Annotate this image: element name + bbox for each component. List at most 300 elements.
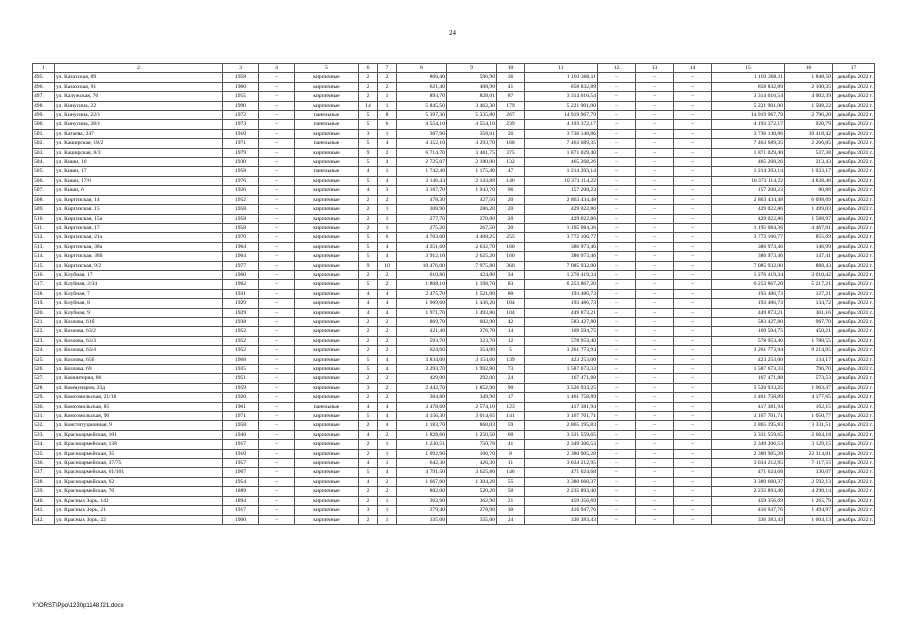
table-cell: 5 (359, 468, 378, 477)
table-cell: 1 183,70 (397, 421, 447, 430)
table-cell: декабрь 2022 г. (833, 120, 875, 129)
table-cell: декабрь 2022 г. (833, 242, 875, 251)
table-cell: 323,70 (447, 336, 497, 345)
table-cell: 524. (33, 346, 55, 355)
table-cell: 5 (359, 158, 378, 167)
table-cell: 4 703,00 (397, 233, 447, 242)
table-cell: 17 (497, 393, 525, 402)
table-cell: 9 214,05 (785, 346, 833, 355)
table-cell: 292,00 (447, 374, 497, 383)
table-row (33, 195, 875, 204)
table-cell: 80,88 (785, 186, 833, 195)
table-cell: 3 167 701,71 (525, 412, 598, 421)
column-header: 5 (295, 64, 359, 73)
table-cell: 578 953,40 (712, 336, 785, 345)
table-cell: – (674, 383, 712, 392)
table-cell: 55 (497, 477, 525, 486)
table-cell: 96 (497, 186, 525, 195)
table-cell: 335,00 (397, 515, 447, 524)
table-cell: декабрь 2022 г. (833, 214, 875, 223)
table-cell: 1 (378, 214, 397, 223)
table-cell: – (674, 496, 712, 505)
table-cell: – (674, 195, 712, 204)
table-cell: декабрь 2022 г. (833, 299, 875, 308)
table-cell: 193 486,73 (525, 289, 598, 298)
table-cell: 893,70 (397, 92, 447, 101)
column-header: 2 (55, 64, 223, 73)
table-cell: 1976 (223, 176, 259, 185)
table-cell: – (674, 327, 712, 336)
table-cell: – (259, 393, 295, 402)
table-cell: ул. Козлова, 69 (55, 365, 223, 374)
table-cell: кирпичные (295, 327, 359, 336)
table-cell: 24 (497, 374, 525, 383)
table-cell: 5 217,21 (785, 280, 833, 289)
table-cell: 505. (33, 167, 55, 176)
table-row (33, 111, 875, 120)
table-cell: кирпичные (295, 515, 359, 524)
table-cell: – (636, 195, 674, 204)
table-cell: 1 521,00 (447, 289, 497, 298)
table-cell: 2 (359, 195, 378, 204)
table-cell: – (259, 412, 295, 421)
table-cell: 5 221 901,00 (712, 101, 785, 110)
table-cell: – (259, 158, 295, 167)
table-cell: – (636, 393, 674, 402)
table-cell: 1 (378, 167, 397, 176)
table-cell: – (259, 327, 295, 336)
table-cell: декабрь 2022 г. (833, 233, 875, 242)
table-cell: – (598, 477, 636, 486)
table-cell: 6 698,09 (785, 195, 833, 204)
table-cell: кирпичные (295, 355, 359, 364)
table-cell: 1972 (223, 111, 259, 120)
table-cell: 1 587 673,33 (712, 365, 785, 374)
table-cell: 535. (33, 449, 55, 458)
table-cell: – (636, 176, 674, 185)
table-cell: 279,40 (397, 506, 447, 515)
table-row (33, 261, 875, 270)
table-cell: 509. (33, 205, 55, 214)
table-cell: 146,99 (785, 242, 833, 251)
table-cell: 1 971,70 (397, 308, 447, 317)
table-cell: 471 624,68 (712, 468, 785, 477)
table-cell: 1959 (223, 383, 259, 392)
table-cell: – (636, 459, 674, 468)
table-cell: 1958 (223, 205, 259, 214)
table-cell: ул. Клубная, 2/34 (55, 280, 223, 289)
table-cell: 1 304,20 (447, 477, 497, 486)
table-cell: 1958 (223, 214, 259, 223)
table-cell: 4 (378, 289, 397, 298)
table-row (33, 148, 875, 157)
table-cell: 449 873,21 (712, 308, 785, 317)
table-cell: 518. (33, 289, 55, 298)
table-cell: – (598, 412, 636, 421)
table-cell: 1 004,13 (785, 515, 833, 524)
table-cell: – (598, 374, 636, 383)
table-cell: кирпичные (295, 242, 359, 251)
table-cell: 2 (359, 496, 378, 505)
table-cell: 384,80 (397, 393, 447, 402)
table-cell: – (674, 317, 712, 326)
table-cell: ул. Конституционная, 9 (55, 421, 223, 430)
table-cell: 5 (359, 233, 378, 242)
table-cell: 1929 (223, 299, 259, 308)
table-cell: 583 427,80 (712, 317, 785, 326)
table-cell: ул. Казахская, 89 (55, 73, 223, 82)
table-cell: – (636, 289, 674, 298)
table-cell: 1 195 084,36 (712, 223, 785, 232)
table-cell: 1990 (223, 101, 259, 110)
table-cell: 5 221 901,00 (525, 101, 598, 110)
table-cell: 3 772 106,77 (525, 233, 598, 242)
table-cell: – (598, 92, 636, 101)
table-cell: 1 (378, 459, 397, 468)
table-cell: 60 (497, 430, 525, 439)
table-cell: 1 461 758,89 (525, 393, 598, 402)
table-cell: 6 (378, 120, 397, 129)
table-cell: – (674, 129, 712, 138)
table-cell: – (636, 92, 674, 101)
table-cell: 1 499,03 (785, 205, 833, 214)
table-cell: – (259, 477, 295, 486)
table-cell: декабрь 2022 г. (833, 346, 875, 355)
table-cell: 1 (378, 101, 397, 110)
table-cell: кирпичные (295, 223, 359, 232)
table-cell: – (636, 120, 674, 129)
table-cell: декабрь 2022 г. (833, 477, 875, 486)
table-cell: 193 486,73 (712, 299, 785, 308)
table-cell: 417 381,94 (712, 402, 785, 411)
table-cell: 471 624,68 (525, 468, 598, 477)
table-cell: 6 253 867,20 (525, 280, 598, 289)
table-cell: 2 (378, 148, 397, 157)
table-cell: – (259, 261, 295, 270)
table-cell: – (598, 158, 636, 167)
table-cell: 1 788,55 (785, 336, 833, 345)
table-cell: 429 022,86 (712, 205, 785, 214)
table-cell: – (598, 223, 636, 232)
table-cell: 2 (378, 477, 397, 486)
table-cell: ул. Красных Зорь, 22 (55, 515, 223, 524)
table-cell: 1970 (223, 233, 259, 242)
table-cell: ул. Коминтерна, 86 (55, 374, 223, 383)
table-cell: кирпичные (295, 308, 359, 317)
table-cell: 157 208,23 (712, 186, 785, 195)
table-row (33, 440, 875, 449)
table-cell: 2 (359, 440, 378, 449)
table-cell: 3 380 660,37 (712, 477, 785, 486)
table-cell: – (674, 487, 712, 496)
table-cell: – (259, 111, 295, 120)
table-cell: 4 (378, 412, 397, 421)
table-cell: – (259, 430, 295, 439)
table-cell: кирпичные (295, 477, 359, 486)
table-cell: 5 397,30 (397, 111, 447, 120)
table-cell: 429 022,86 (712, 214, 785, 223)
table-cell: 2 (378, 393, 397, 402)
table-cell: – (259, 167, 295, 176)
table-cell: 1910 (223, 129, 259, 138)
table-cell: декабрь 2022 г. (833, 82, 875, 91)
table-row (33, 139, 875, 148)
table-cell: – (674, 214, 712, 223)
table-row (33, 289, 875, 298)
column-header: 3 (223, 64, 259, 73)
table-cell: ул. Киргизская, 38б (55, 252, 223, 261)
table-cell: 2 664,18 (785, 430, 833, 439)
table-cell: 465 268,26 (712, 158, 785, 167)
table-cell: 429 022,86 (525, 214, 598, 223)
table-cell: 7 085 932,00 (525, 261, 598, 270)
table-cell: 20 (497, 195, 525, 204)
table-cell: 139 (497, 355, 525, 364)
table-cell: – (259, 101, 295, 110)
table-cell: 2 (378, 195, 397, 204)
table-cell: 2 725,07 (397, 158, 447, 167)
table-cell: 132 (497, 158, 525, 167)
table-cell: – (674, 82, 712, 91)
table-cell: 515. (33, 261, 55, 270)
table-cell: 1 852,90 (447, 383, 497, 392)
table-cell: 134,72 (785, 299, 833, 308)
table-cell: 882,00 (397, 487, 447, 496)
table-cell: 10 373 114,22 (525, 176, 598, 185)
table-cell: – (598, 120, 636, 129)
table-row (33, 487, 875, 496)
table-cell: 14 (359, 101, 378, 110)
table-cell: кирпичные (295, 270, 359, 279)
table-cell: – (259, 459, 295, 468)
table-cell: – (259, 223, 295, 232)
table-row (33, 430, 875, 439)
table-cell: 4 177,65 (785, 393, 833, 402)
table-cell: 1952 (223, 195, 259, 204)
table-cell: декабрь 2022 г. (833, 289, 875, 298)
table-cell: 1962 (223, 280, 259, 289)
table-cell: 22 314,01 (785, 449, 833, 458)
table-cell: 20 (497, 205, 525, 214)
table-cell: кирпичные (295, 158, 359, 167)
table-cell: – (598, 233, 636, 242)
table-cell: 3 261 773,94 (525, 346, 598, 355)
table-cell: 169 594,75 (525, 327, 598, 336)
table-cell: 141 (497, 412, 525, 421)
table-cell: кирпичные (295, 468, 359, 477)
table-cell: 540. (33, 496, 55, 505)
table-cell: – (636, 129, 674, 138)
table-cell: 336 383,43 (712, 515, 785, 524)
table-cell: – (674, 92, 712, 101)
table-cell: 2 592,13 (785, 477, 833, 486)
table-cell: 4 (378, 421, 397, 430)
table-cell: 1 992,80 (447, 365, 497, 374)
table-cell: – (598, 167, 636, 176)
table-cell: – (598, 346, 636, 355)
table-cell: – (598, 139, 636, 148)
table-cell: 1 943,70 (447, 186, 497, 195)
table-cell: 157 208,23 (525, 186, 598, 195)
table-cell: – (674, 233, 712, 242)
table-cell: ул. Клубная, 8 (55, 299, 223, 308)
table-cell: – (636, 101, 674, 110)
table-cell: декабрь 2022 г. (833, 487, 875, 496)
table-cell: 2 100,35 (785, 82, 833, 91)
table-cell: – (636, 186, 674, 195)
table-row (33, 374, 875, 383)
table-cell: – (259, 82, 295, 91)
table-cell: 1917 (223, 440, 259, 449)
column-header: 8 (397, 64, 447, 73)
table-cell: 450,21 (785, 327, 833, 336)
table-cell: – (674, 346, 712, 355)
table-cell: – (259, 346, 295, 355)
table-cell: 1900 (223, 515, 259, 524)
table-cell: – (598, 252, 636, 261)
table-cell: 1 230,51 (397, 440, 447, 449)
table-cell: – (598, 101, 636, 110)
table-cell: декабрь 2022 г. (833, 506, 875, 515)
table-cell: панельные (295, 402, 359, 411)
table-cell: 501. (33, 129, 55, 138)
table-cell: 41 (497, 440, 525, 449)
table-cell: 5 (359, 242, 378, 251)
table-cell: кирпичные (295, 383, 359, 392)
table-cell: 2 (378, 374, 397, 383)
table-cell: – (674, 374, 712, 383)
table-cell: 1931 (223, 289, 259, 298)
table-cell: 386 973,46 (712, 252, 785, 261)
table-cell: 1 848,50 (785, 73, 833, 82)
table-cell: 20 (497, 214, 525, 223)
table-cell: декабрь 2022 г. (833, 365, 875, 374)
table-cell: 511. (33, 223, 55, 232)
column-header: 11 (525, 64, 598, 73)
table-cell: кирпичные (295, 186, 359, 195)
table-row (33, 402, 875, 411)
table-cell: – (674, 261, 712, 270)
table-cell: 1929 (223, 308, 259, 317)
table-cell: 1 033,17 (785, 167, 833, 176)
table-cell: 6 (378, 233, 397, 242)
table-cell: кирпичные (295, 205, 359, 214)
table-cell: – (674, 223, 712, 232)
table-cell: 4 (359, 186, 378, 195)
table-cell: 14 (497, 327, 525, 336)
table-cell: 465 268,26 (525, 158, 598, 167)
table-cell: 4 (359, 167, 378, 176)
table-row (33, 101, 875, 110)
table-cell: 4 791,50 (397, 468, 447, 477)
table-cell: – (259, 440, 295, 449)
table-cell: 10 418,42 (785, 129, 833, 138)
table-cell: 335,00 (447, 515, 497, 524)
table-cell: кирпичные (295, 129, 359, 138)
table-cell: 3 146,43 (397, 176, 447, 185)
table-cell: кирпичные (295, 421, 359, 430)
table-cell: 426,30 (447, 459, 497, 468)
table-cell: 459 356,69 (525, 496, 598, 505)
table-cell: 3 129,15 (785, 440, 833, 449)
table-cell: 1 092,90 (397, 449, 447, 458)
table-row (33, 515, 875, 524)
table-cell: ул. Клубная, 9 (55, 308, 223, 317)
table-cell: 1 (378, 205, 397, 214)
column-header: 1 (33, 64, 55, 73)
table-cell: 593,70 (397, 336, 447, 345)
table-cell: 507. (33, 186, 55, 195)
table-cell: 10 476,00 (397, 261, 447, 270)
table-cell: 2 380 905,28 (525, 449, 598, 458)
table-cell: – (636, 223, 674, 232)
table-cell: 866,40 (397, 73, 447, 82)
table-cell: 9 (359, 148, 378, 157)
table-row (33, 459, 875, 468)
table-cell: – (636, 148, 674, 157)
table-cell: 275,20 (397, 223, 447, 232)
table-cell: – (636, 506, 674, 515)
table-cell: – (598, 261, 636, 270)
table-cell: 4 352,10 (397, 139, 447, 148)
table-cell: 34 (497, 270, 525, 279)
table-cell: – (674, 430, 712, 439)
table-cell: 3 736 148,86 (525, 129, 598, 138)
table-cell: 4 (378, 299, 397, 308)
table-cell: – (259, 383, 295, 392)
table-cell: – (259, 205, 295, 214)
table-cell: – (598, 468, 636, 477)
table-cell: – (598, 402, 636, 411)
table-cell: – (259, 233, 295, 242)
table-cell: декабрь 2022 г. (833, 402, 875, 411)
table-cell: – (598, 176, 636, 185)
footer-file-path: Y:\ORST\Ppo\1230p1148.f21.docx (32, 603, 124, 609)
table-cell: кирпичные (295, 496, 359, 505)
table-cell: 10 373 114,22 (712, 176, 785, 185)
table-cell: – (636, 365, 674, 374)
table-cell: 526. (33, 365, 55, 374)
table-cell: ул. Комсомольская, 96 (55, 412, 223, 421)
table-row (33, 82, 875, 91)
table-cell: – (259, 496, 295, 505)
table-cell: кирпичные (295, 440, 359, 449)
table-cell: – (636, 299, 674, 308)
table-cell: 301,16 (785, 308, 833, 317)
table-cell: 541. (33, 506, 55, 515)
table-cell: 3 261 773,94 (712, 346, 785, 355)
table-cell: 1 742,40 (397, 167, 447, 176)
table-cell: 286,20 (447, 205, 497, 214)
table-cell: кирпичные (295, 487, 359, 496)
table-cell: – (674, 365, 712, 374)
table-cell: 387,90 (397, 129, 447, 138)
table-cell: 267 (497, 111, 525, 120)
table-cell: 1971 (223, 139, 259, 148)
table-cell: 3 314 016,54 (525, 92, 598, 101)
table-cell: – (259, 336, 295, 345)
table-cell: 4 (359, 308, 378, 317)
table-row (33, 365, 875, 374)
table-cell: – (259, 242, 295, 251)
table-cell: – (598, 280, 636, 289)
table-cell: 1964 (223, 252, 259, 261)
table-cell: 4 467,61 (785, 223, 833, 232)
table-cell: 1 903,47 (785, 383, 833, 392)
table-cell: панельные (295, 111, 359, 120)
table-cell: 796,70 (785, 365, 833, 374)
table-cell: 8 (378, 111, 397, 120)
